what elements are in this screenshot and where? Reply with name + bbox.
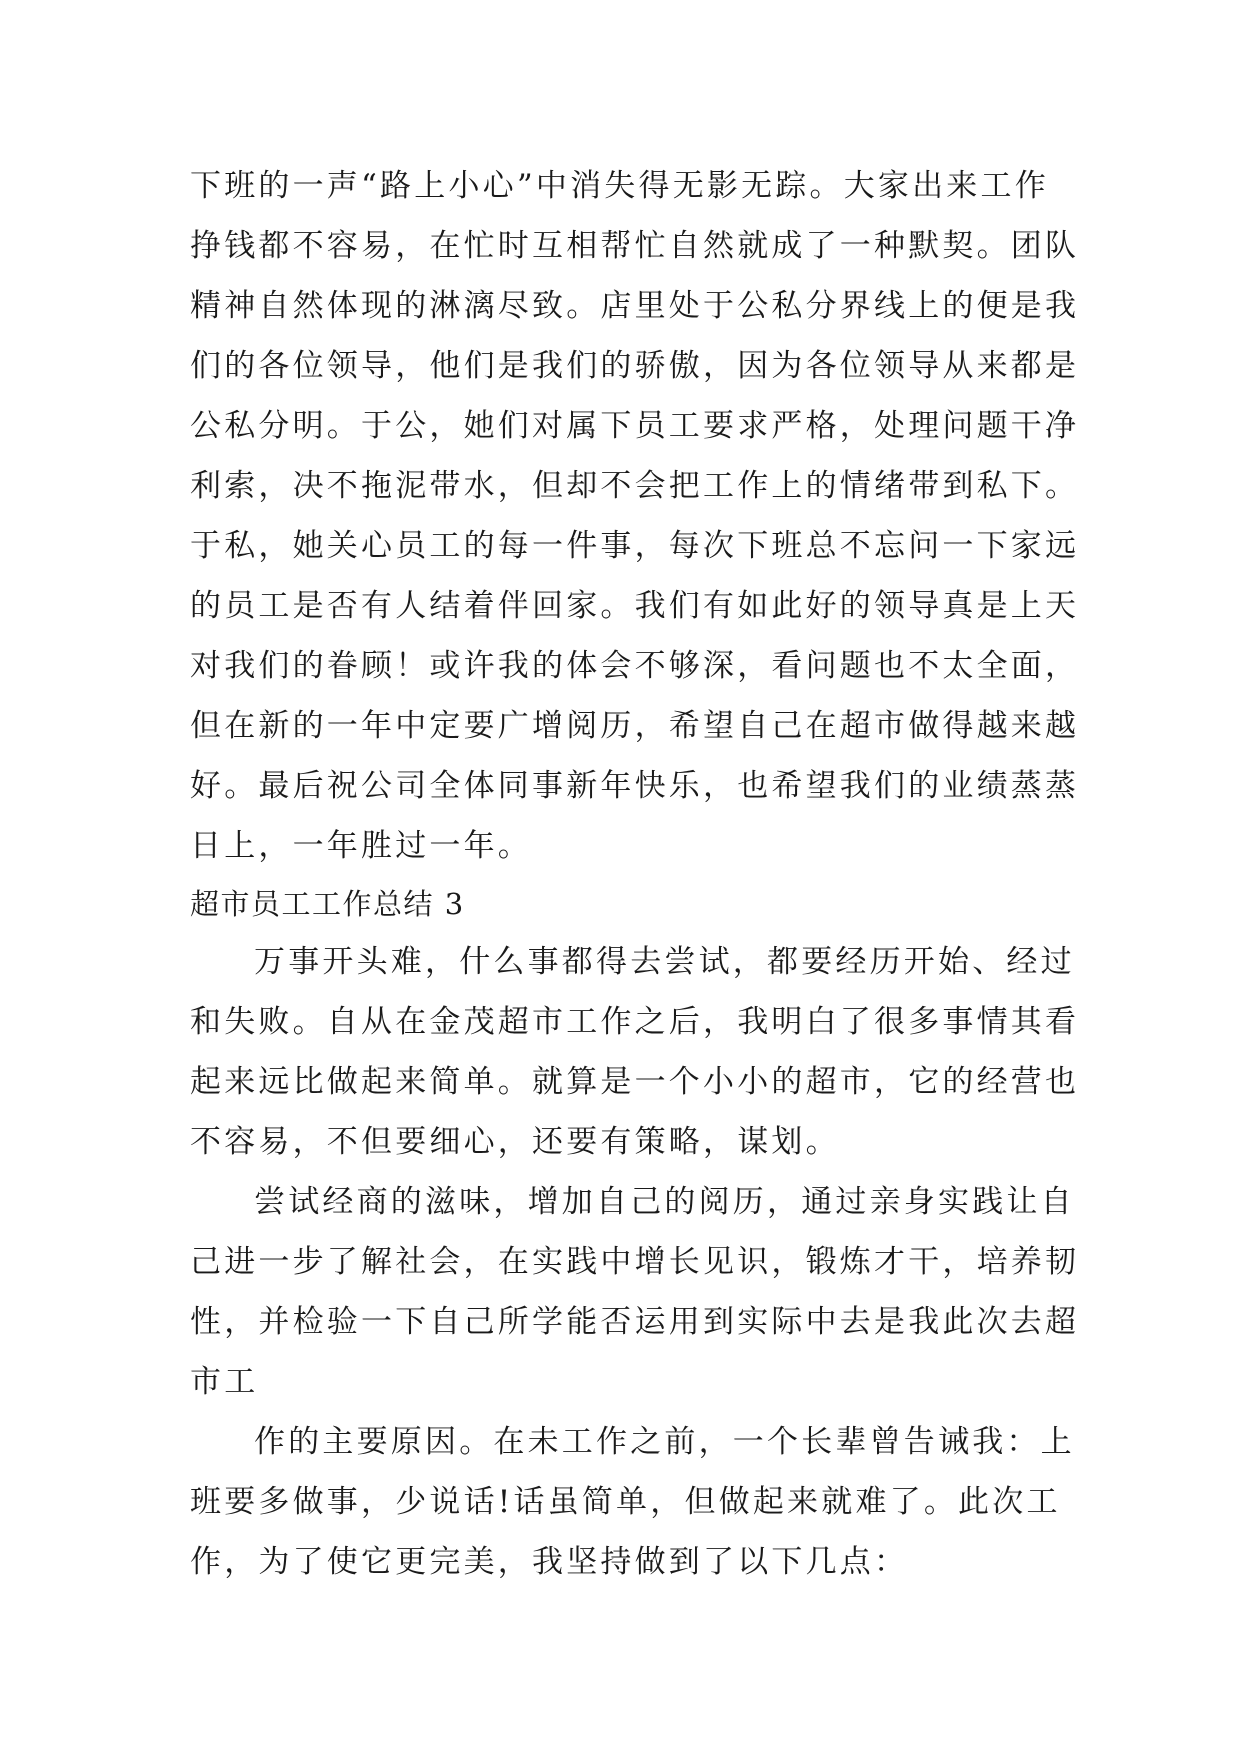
text-line: 利索，决不拖泥带水，但却不会把工作上的情绪带到私下。 xyxy=(190,468,1080,504)
text-line: 万事开头难，什么事都得去尝试，都要经历开始、经过 xyxy=(254,944,1075,980)
section-heading: 超市员工工作总结 3 xyxy=(190,887,465,921)
text-line: 但在新的一年中定要广增阅历，希望自己在超市做得越来越 xyxy=(190,708,1080,744)
text-line: 己进一步了解社会，在实践中增长见识，锻炼才干，培养韧 xyxy=(190,1244,1080,1280)
text-line: 班要多做事，少说话!话虽简单，但做起来就难了。此次工 xyxy=(190,1484,1061,1520)
text-line: 和失败。自从在金茂超市工作之后，我明白了很多事情其看 xyxy=(190,1004,1080,1040)
text-line: 精神自然体现的淋漓尽致。店里处于公私分界线上的便是我 xyxy=(190,288,1080,324)
text-line: 公私分明。于公，她们对属下员工要求严格，处理问题干净 xyxy=(190,408,1080,444)
text-line: 尝试经商的滋味，增加自己的阅历，通过亲身实践让自 xyxy=(254,1184,1075,1220)
text-line: 市工 xyxy=(190,1364,259,1400)
text-line: 性，并检验一下自己所学能否运用到实际中去是我此次去超 xyxy=(190,1304,1080,1340)
text-line: 起来远比做起来简单。就算是一个小小的超市，它的经营也 xyxy=(190,1064,1080,1100)
text-line: 对我们的眷顾！或许我的体会不够深，看问题也不太全面， xyxy=(190,648,1080,684)
text-line: 于私，她关心员工的每一件事，每次下班总不忘问一下家远 xyxy=(190,528,1080,564)
text-line: 好。最后祝公司全体同事新年快乐，也希望我们的业绩蒸蒸 xyxy=(190,768,1080,804)
text-line: 的员工是否有人结着伴回家。我们有如此好的领导真是上天 xyxy=(190,588,1080,624)
text-line: 下班的一声“路上小心”中消失得无影无踪。大家出来工作 xyxy=(190,168,1049,204)
text-line: 日上，一年胜过一年。 xyxy=(190,828,532,864)
text-line: 作，为了使它更完美，我坚持做到了以下几点： xyxy=(190,1544,909,1580)
text-line: 作的主要原因。在未工作之前，一个长辈曾告诫我：上 xyxy=(254,1424,1075,1460)
text-line: 们的各位领导，他们是我们的骄傲，因为各位领导从来都是 xyxy=(190,348,1080,384)
text-line: 挣钱都不容易，在忙时互相帮忙自然就成了一种默契。团队 xyxy=(190,228,1080,264)
text-line: 不容易，不但要细心，还要有策略，谋划。 xyxy=(190,1124,840,1160)
